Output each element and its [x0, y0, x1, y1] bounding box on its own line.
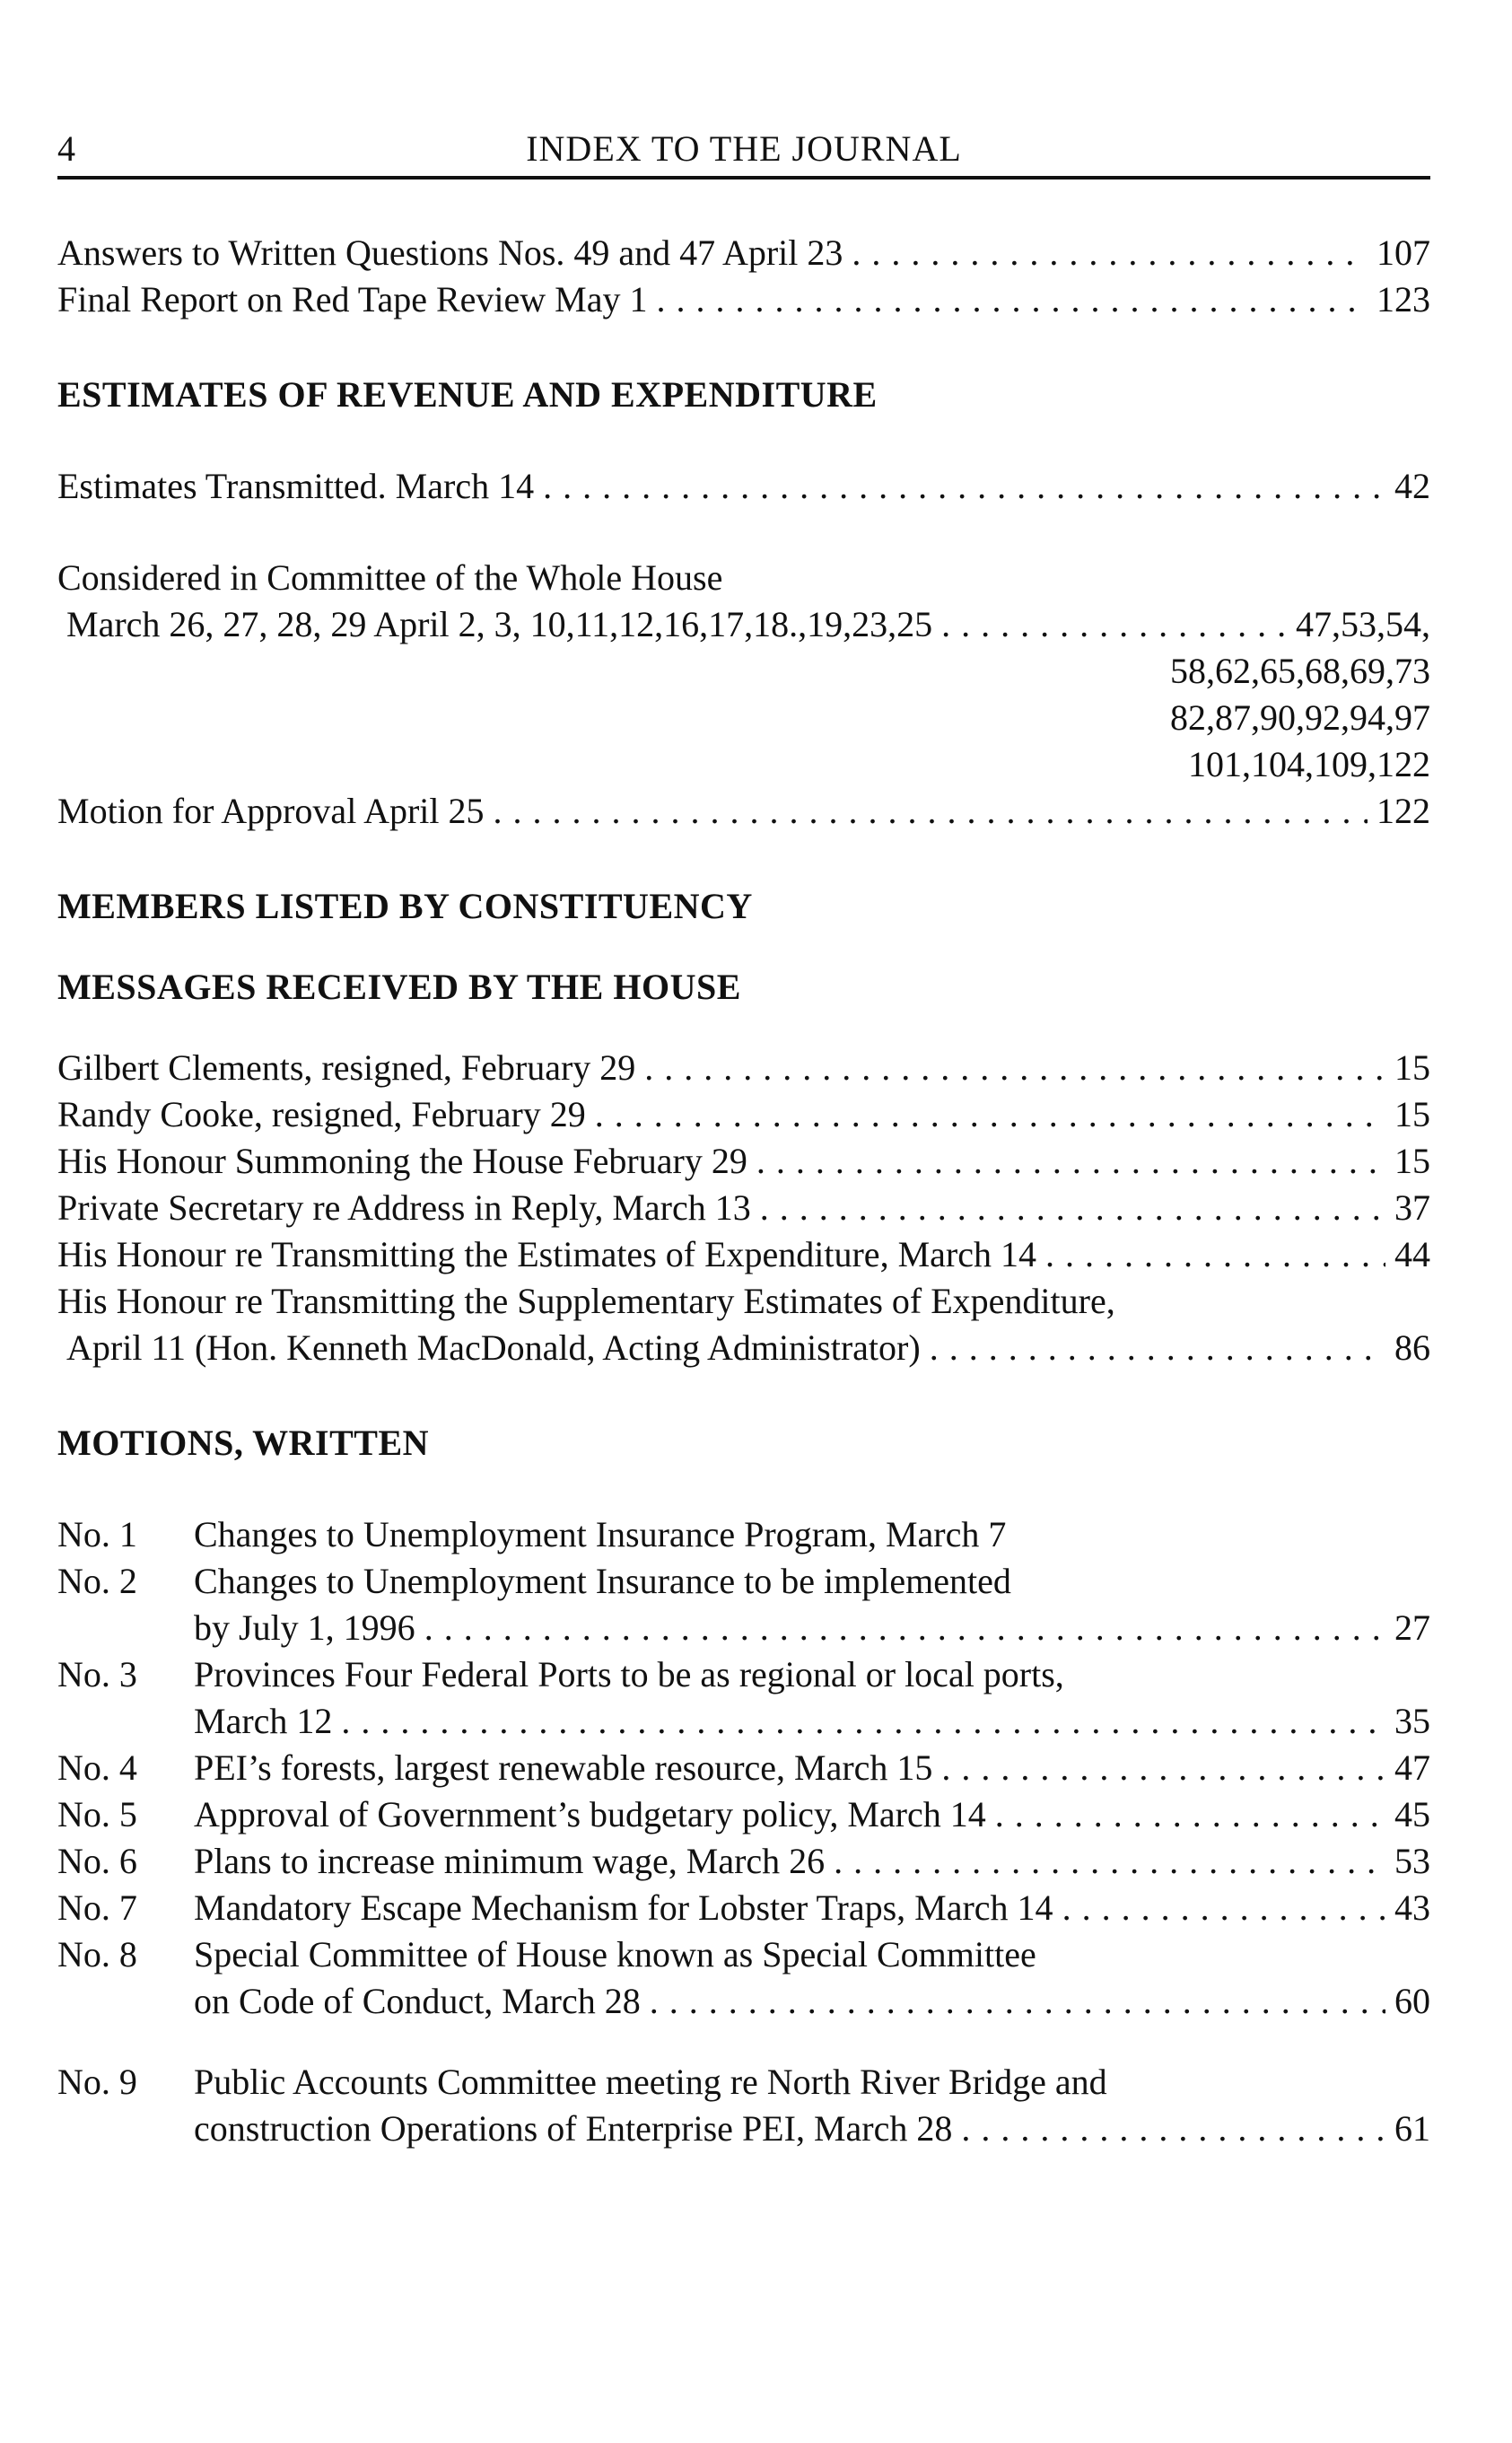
motion-body	[194, 1791, 1430, 1838]
index-entry	[194, 1791, 1430, 1838]
dot-leader	[941, 601, 1287, 648]
index-entry	[194, 1698, 1430, 1745]
index-entry	[57, 1325, 1430, 1371]
motion-item	[57, 1931, 1430, 2025]
page-reference: 45	[1394, 1794, 1430, 1834]
entry-text: Final Report on Red Tape Review May 1	[57, 279, 648, 320]
entry-text: March 12	[194, 1701, 333, 1741]
motion-text: Special Committee of House known as Special Committee	[194, 1934, 1036, 1975]
section-heading-motions: MOTIONS, WRITTEN	[57, 1423, 430, 1463]
motion-body	[194, 1558, 1430, 1651]
dot-leader	[756, 1138, 1385, 1185]
dot-leader	[760, 1185, 1385, 1231]
page-reference: 107	[1377, 232, 1430, 273]
dot-leader	[961, 2106, 1385, 2152]
motion-item	[57, 2059, 1430, 2152]
index-entry	[57, 230, 1430, 276]
page-reference: 123	[1377, 279, 1430, 320]
entry-text: Answers to Written Questions Nos. 49 and 47 April 23	[57, 232, 843, 273]
page-reference: 15	[1394, 1094, 1430, 1134]
page-number: 4	[57, 128, 75, 169]
index-entry	[194, 1978, 1430, 2025]
page-reference: 60	[1394, 1981, 1430, 2021]
motion-body	[194, 1511, 1430, 1558]
section-heading-members: MEMBERS LISTED BY CONSTITUENCY	[57, 886, 753, 926]
page-reference: 61	[1394, 2108, 1430, 2149]
entry-text: Randy Cooke, resigned, February 29	[57, 1094, 586, 1134]
page-reference: 47	[1394, 1747, 1430, 1788]
entry-text: Considered in Committee of the Whole House	[57, 557, 723, 598]
page-reference: 47,53,54,	[1296, 604, 1430, 644]
entry-text: PEI’s forests, largest renewable resource, March 15	[194, 1747, 933, 1788]
entry-text: His Honour re Transmitting the Supplementary Estimates of Expenditure,	[57, 1281, 1115, 1321]
dot-leader	[494, 788, 1368, 835]
index-entry	[57, 1045, 1430, 1091]
index-entry	[57, 1185, 1430, 1231]
entry-text: construction Operations of Enterprise PEI, March 28	[194, 2108, 953, 2149]
page-reference: 15	[1394, 1047, 1430, 1088]
dot-leader	[852, 230, 1368, 276]
entry-text: by July 1, 1996	[194, 1607, 415, 1648]
motion-text: Provinces Four Federal Ports to be as regional or local ports,	[194, 1654, 1064, 1694]
page-reference: 15	[1394, 1141, 1430, 1181]
dot-leader	[941, 1745, 1385, 1791]
motion-item	[57, 1558, 1430, 1651]
motion-body	[194, 1885, 1430, 1931]
page-reference: 37	[1394, 1187, 1430, 1228]
index-entry	[57, 1091, 1430, 1138]
motion-item	[57, 1745, 1430, 1791]
motion-body	[194, 2059, 1430, 2152]
motion-number: No. 5	[57, 1794, 137, 1834]
entry-text: His Honour re Transmitting the Estimates of Expenditure, March 14	[57, 1234, 1036, 1274]
index-entry	[57, 788, 1430, 835]
page-reference: 44	[1394, 1234, 1430, 1274]
index-entry	[57, 276, 1430, 323]
page-reference: 27	[1394, 1607, 1430, 1648]
entry-text: Mandatory Escape Mechanism for Lobster Traps, March 14	[194, 1887, 1053, 1928]
index-entry	[57, 463, 1430, 510]
index-entry	[194, 2106, 1430, 2152]
page-reference: 53	[1394, 1841, 1430, 1881]
page-reference: 43	[1394, 1887, 1430, 1928]
entry-text: Plans to increase minimum wage, March 26	[194, 1841, 826, 1881]
section-heading-messages: MESSAGES RECEIVED BY THE HOUSE	[57, 967, 741, 1007]
messages-list	[57, 1045, 1430, 1278]
index-entry	[194, 1838, 1430, 1885]
entry-text: Estimates Transmitted. March 14	[57, 466, 535, 506]
motion-body	[194, 1931, 1430, 2025]
page-title: INDEX TO THE JOURNAL	[526, 128, 962, 169]
index-entry	[194, 1605, 1430, 1651]
motion-text: Changes to Unemployment Insurance Program, March 7	[194, 1514, 1007, 1554]
entry-text: His Honour Summoning the House February 29	[57, 1141, 747, 1181]
dot-leader	[424, 1605, 1385, 1651]
page-reference: 35	[1394, 1701, 1430, 1741]
motion-item	[57, 1651, 1430, 1745]
motion-number: No. 2	[57, 1561, 137, 1601]
dot-leader	[1045, 1231, 1385, 1278]
motion-number: No. 1	[57, 1514, 137, 1554]
dot-leader	[543, 463, 1385, 510]
page-reference: 42	[1394, 466, 1430, 506]
motion-body	[194, 1838, 1430, 1885]
motion-body	[194, 1745, 1430, 1791]
dot-leader	[995, 1791, 1385, 1838]
motion-number: No. 6	[57, 1841, 137, 1881]
motion-body	[194, 1651, 1430, 1745]
motion-item	[57, 1791, 1430, 1838]
dot-leader	[834, 1838, 1385, 1885]
entry-text: Gilbert Clements, resigned, February 29	[57, 1047, 636, 1088]
motion-number: No. 8	[57, 1934, 137, 1975]
entry-text: April 11 (Hon. Kenneth MacDonald, Acting Administrator)	[66, 1327, 921, 1368]
section-heading-estimates: ESTIMATES OF REVENUE AND EXPENDITURE	[57, 374, 878, 415]
motions-list	[57, 1511, 1430, 2152]
dot-leader	[656, 276, 1368, 323]
motion-number: No. 7	[57, 1887, 137, 1928]
index-entry	[194, 1885, 1430, 1931]
entry-text: Motion for Approval April 25	[57, 791, 485, 831]
index-page	[57, 126, 1430, 2152]
motion-item	[57, 1885, 1430, 1931]
page-reference: 82,87,90,92,94,97	[1170, 697, 1430, 738]
index-entry	[57, 601, 1430, 648]
motion-text: Changes to Unemployment Insurance to be implemented	[194, 1561, 1011, 1601]
page-reference: 86	[1394, 1327, 1430, 1368]
page-reference: 58,62,65,68,69,73	[1170, 651, 1430, 691]
dot-leader	[644, 1045, 1385, 1091]
index-entry	[57, 1138, 1430, 1185]
dot-leader	[1062, 1885, 1385, 1931]
motion-number: No. 9	[57, 2062, 137, 2102]
dot-leader	[930, 1325, 1385, 1371]
running-head	[57, 126, 1430, 180]
motion-item	[57, 1838, 1430, 1885]
dot-leader	[341, 1698, 1385, 1745]
entry-text: Approval of Government’s budgetary policy, March 14	[194, 1794, 986, 1834]
page-reference: 101,104,109,122	[1188, 744, 1430, 784]
index-entry	[57, 1231, 1430, 1278]
entry-text: on Code of Conduct, March 28	[194, 1981, 641, 2021]
motion-number: No. 4	[57, 1747, 137, 1788]
page-reference: 122	[1377, 791, 1430, 831]
entry-text: Private Secretary re Address in Reply, March 13	[57, 1187, 751, 1228]
entry-text: March 26, 27, 28, 29 April 2, 3, 10,11,12,16,17,18.,19,23,25	[66, 604, 933, 644]
dot-leader	[595, 1091, 1385, 1138]
motion-item	[57, 1511, 1430, 1558]
motion-text: Public Accounts Committee meeting re North River Bridge and	[194, 2062, 1107, 2102]
motion-number: No. 3	[57, 1654, 137, 1694]
index-entry	[194, 1745, 1430, 1791]
dot-leader	[650, 1978, 1385, 2025]
